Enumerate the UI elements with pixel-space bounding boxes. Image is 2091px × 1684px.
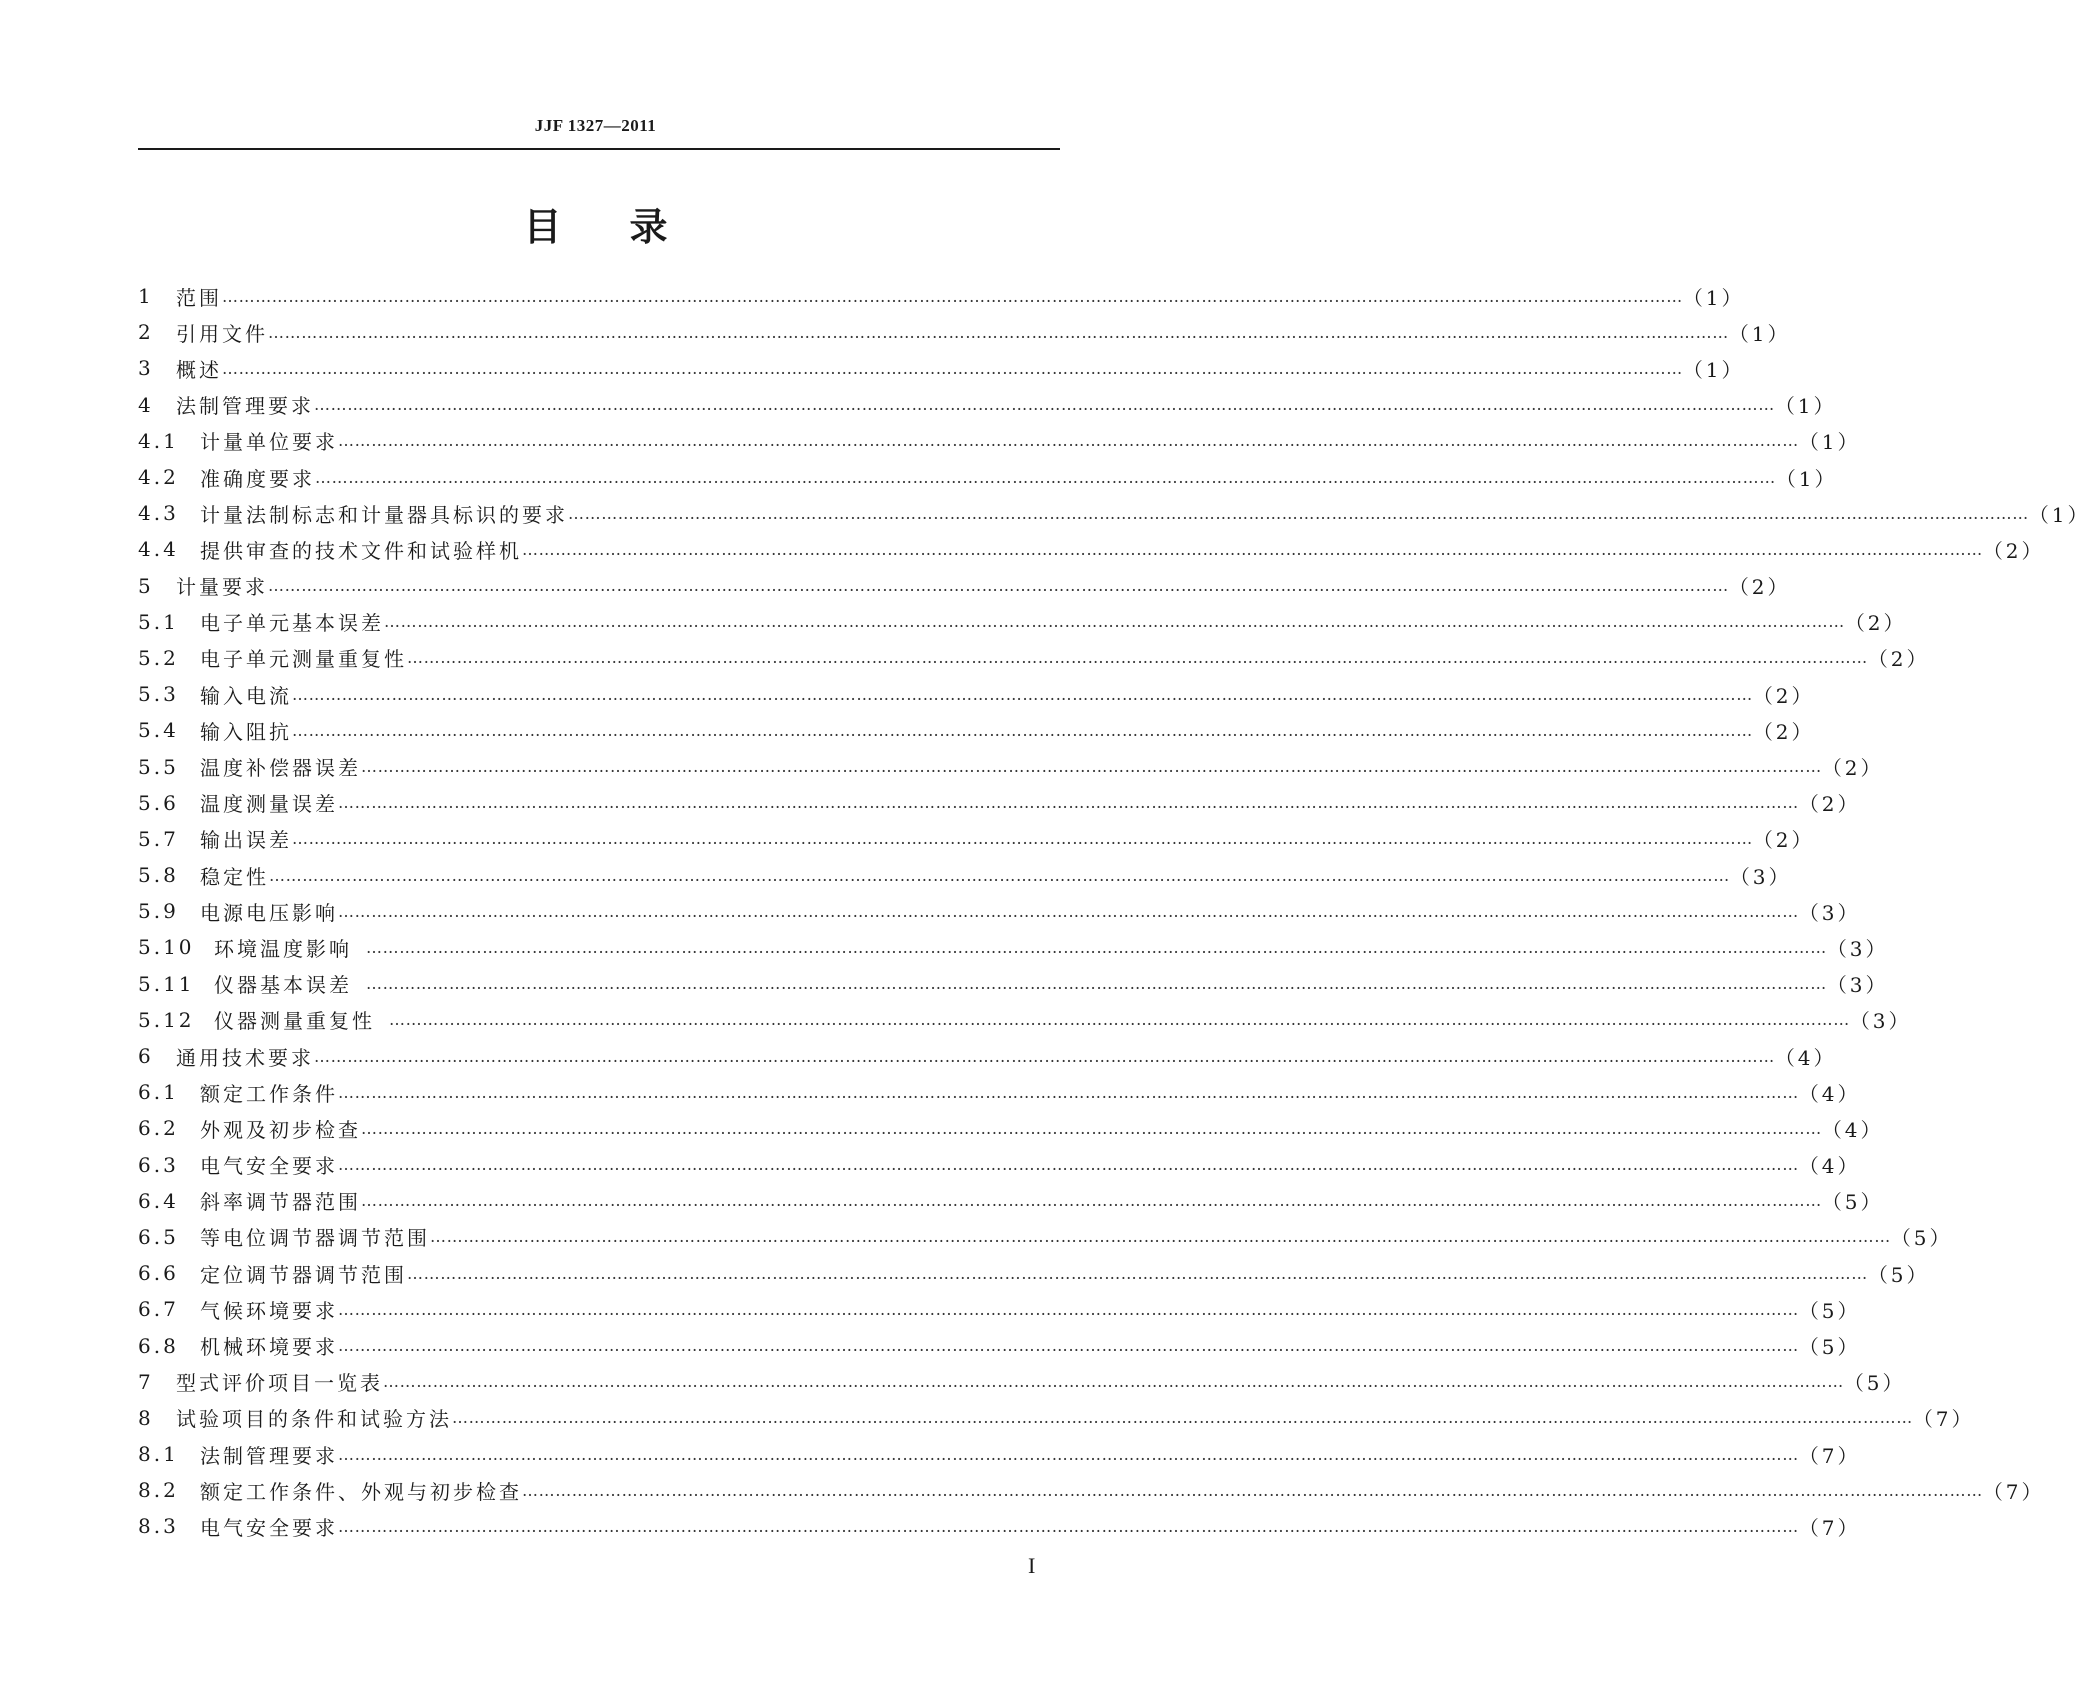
toc-dot-leader	[361, 1119, 1822, 1138]
toc-entry-title: 试验项目的条件和试验方法	[176, 1407, 452, 1432]
toc-entry[interactable]	[138, 459, 1838, 495]
toc-entry-number: 6.2	[138, 1116, 179, 1141]
toc-entry-title: 计量法制标志和计量器具标识的要求	[200, 502, 568, 527]
toc-entry[interactable]	[138, 1508, 1861, 1544]
toc-dot-leader	[292, 829, 1753, 848]
toc-entry-title: 电子单元测量重复性	[200, 647, 407, 672]
toc-dot-leader	[338, 431, 1799, 450]
toc-entry[interactable]	[138, 1291, 1861, 1327]
toc-entry[interactable]	[138, 387, 1837, 423]
toc-entry-number: 6.6	[138, 1261, 179, 1286]
toc-entry-title: 提供审查的技术文件和试验样机	[200, 538, 522, 563]
toc-entry[interactable]	[138, 1038, 1837, 1074]
toc-entry-title: 概述	[176, 357, 222, 382]
toc-entry-number: 4	[138, 392, 154, 417]
toc-entry-page: （1）	[1798, 430, 1861, 455]
toc-entry-page: （2）	[1752, 683, 1815, 708]
toc-entry-number: 5.11	[138, 971, 195, 996]
toc-entry-number: 5.10	[138, 935, 195, 960]
toc-dot-leader	[522, 1481, 1983, 1500]
toc-dot-leader	[338, 902, 1799, 921]
toc-entry-number: 6.1	[138, 1080, 179, 1105]
toc-dot-leader	[292, 685, 1753, 704]
toc-entry[interactable]	[138, 1400, 1975, 1436]
toc-dot-leader	[338, 1083, 1799, 1102]
toc-entry-number: 6.8	[138, 1333, 179, 1358]
toc-entry[interactable]	[138, 278, 1745, 314]
toc-entry-number: 6.4	[138, 1188, 179, 1213]
toc-entry[interactable]	[138, 893, 1861, 929]
toc-entry-number: 6.7	[138, 1297, 179, 1322]
header-divider	[138, 148, 1060, 150]
toc-entry-number: 5.8	[138, 863, 179, 888]
toc-entry-page: （2）	[1867, 647, 1930, 672]
toc-entry-title: 准确度要求	[200, 466, 315, 491]
toc-entry[interactable]	[138, 712, 1815, 748]
toc-entry[interactable]	[138, 1472, 2045, 1508]
toc-entry-title: 环境温度影响	[214, 936, 352, 961]
toc-entry[interactable]	[138, 423, 1861, 459]
toc-dot-leader	[338, 793, 1799, 812]
toc-entry[interactable]	[138, 314, 1791, 350]
toc-entry-page: （2）	[1844, 611, 1907, 636]
toc-entry[interactable]	[138, 929, 1889, 965]
toc-dot-leader	[338, 1300, 1799, 1319]
toc-entry-title: 计量要求	[176, 575, 268, 600]
toc-entry-title: 机械环境要求	[200, 1335, 338, 1360]
toc-entry-title: 斜率调节器范围	[200, 1190, 361, 1215]
toc-entry[interactable]	[138, 821, 1815, 857]
toc-entry-page: （2）	[1728, 575, 1791, 600]
toc-entry-page: （3）	[1798, 900, 1861, 925]
toc-dot-leader	[384, 612, 1845, 631]
toc-entry-number: 4.3	[138, 501, 179, 526]
toc-entry-page: （4）	[1798, 1081, 1861, 1106]
toc-entry-title: 输入阻抗	[200, 719, 292, 744]
toc-entry[interactable]	[138, 568, 1791, 604]
toc-entry[interactable]	[138, 966, 1889, 1002]
toc-entry-number: 4.1	[138, 428, 179, 453]
toc-entry-title: 通用技术要求	[176, 1045, 314, 1070]
toc-entry-page: （3）	[1729, 864, 1792, 889]
toc-entry-number: 5.9	[138, 899, 179, 924]
toc-entry-page: （2）	[1821, 756, 1884, 781]
toc-entry-number: 5.5	[138, 754, 179, 779]
toc-entry-page: （1）	[1775, 466, 1838, 491]
toc-dot-leader	[338, 1517, 1799, 1536]
toc-entry[interactable]	[138, 748, 1884, 784]
toc-entry-page: （3）	[1849, 1009, 1912, 1034]
toc-entry-title: 计量单位要求	[200, 430, 338, 455]
toc-entry-number: 4.2	[138, 465, 179, 490]
toc-entry-number: 6.5	[138, 1224, 179, 1249]
toc-dot-leader	[268, 323, 1729, 342]
toc-entry-number: 8.1	[138, 1442, 179, 1467]
toc-entry-number: 2	[138, 320, 154, 345]
toc-entry-title: 气候环境要求	[200, 1298, 338, 1323]
toc-entry-page: （1）	[1682, 285, 1745, 310]
toc-entry-title: 稳定性	[200, 864, 269, 889]
toc-dot-leader	[292, 721, 1753, 740]
toc-dot-leader	[568, 504, 2029, 523]
toc-entry-title: 仪器测量重复性	[214, 1009, 375, 1034]
toc-entry-number: 7	[138, 1369, 154, 1394]
toc-dot-leader	[361, 1191, 1822, 1210]
toc-entry-title: 额定工作条件、外观与初步检查	[200, 1479, 522, 1504]
toc-entry[interactable]	[138, 1074, 1861, 1110]
toc-entry-title: 电气安全要求	[200, 1515, 338, 1540]
toc-entry-page: （7）	[1798, 1443, 1861, 1468]
toc-dot-leader	[338, 1155, 1799, 1174]
toc-entry-page: （5）	[1843, 1371, 1906, 1396]
toc-dot-leader	[314, 395, 1775, 414]
toc-entry-number: 5.3	[138, 682, 179, 707]
toc-entry[interactable]	[138, 1002, 1912, 1038]
page-number: I	[1028, 1553, 1036, 1578]
toc-entry-title: 额定工作条件	[200, 1081, 338, 1106]
toc-dot-leader	[407, 648, 1868, 667]
toc-entry-number: 5.4	[138, 718, 179, 743]
toc-entry-page: （7）	[1912, 1407, 1975, 1432]
toc-entry-page: （5）	[1867, 1262, 1930, 1287]
toc-dot-leader	[407, 1264, 1868, 1283]
toc-entry-title: 温度补偿器误差	[200, 756, 361, 781]
toc-entry[interactable]	[138, 1436, 1861, 1472]
toc-entry[interactable]	[138, 1364, 1906, 1400]
toc-entry-page: （5）	[1798, 1335, 1861, 1360]
toc-entry-page: （1）	[1774, 394, 1837, 419]
toc-entry[interactable]	[138, 1327, 1861, 1363]
toc-dot-leader	[315, 468, 1776, 487]
toc-entry-number: 6	[138, 1044, 154, 1069]
toc-entry-title: 电子单元基本误差	[200, 611, 384, 636]
toc-entry[interactable]	[138, 1110, 1884, 1146]
toc-entry-page: （2）	[1982, 538, 2045, 563]
toc-dot-leader	[366, 938, 1827, 957]
toc-entry-page: （3）	[1826, 973, 1889, 998]
toc-entry-page: （4）	[1774, 1045, 1837, 1070]
toc-entry-number: 5.12	[138, 1007, 195, 1032]
toc-dot-leader	[314, 1047, 1775, 1066]
toc-entry-number: 5.2	[138, 645, 179, 670]
toc-entry[interactable]	[138, 350, 1745, 386]
toc-entry-number: 5	[138, 573, 154, 598]
toc-entry-number: 5.1	[138, 609, 179, 634]
toc-entry-title: 法制管理要求	[200, 1443, 338, 1468]
toc-entry-title: 温度测量误差	[200, 792, 338, 817]
document-code-header: JJF 1327—2011	[534, 116, 657, 135]
toc-entry[interactable]	[138, 857, 1792, 893]
toc-entry-number: 5.6	[138, 790, 179, 815]
toc-dot-leader	[222, 359, 1683, 378]
toc-entry-number: 5.7	[138, 826, 179, 851]
toc-dot-leader	[522, 540, 1983, 559]
toc-dot-leader	[222, 287, 1683, 306]
toc-entry-page: （2）	[1752, 719, 1815, 744]
toc-dot-leader	[430, 1227, 1891, 1246]
toc-entry-title: 输入电流	[200, 683, 292, 708]
toc-entry[interactable]	[138, 1219, 1953, 1255]
toc-entry-page: （5）	[1821, 1190, 1884, 1215]
toc-entry-title: 输出误差	[200, 828, 292, 853]
toc-dot-leader	[389, 1010, 1850, 1029]
toc-entry-page: （4）	[1821, 1117, 1884, 1142]
toc-entry-number: 1	[138, 284, 154, 309]
toc-dot-leader	[361, 757, 1822, 776]
toc-entry-number: 3	[138, 356, 154, 381]
toc-dot-leader	[338, 1336, 1799, 1355]
toc-entry-title: 电源电压影响	[200, 900, 338, 925]
table-of-contents	[138, 278, 2091, 1545]
toc-entry[interactable]	[138, 1255, 1930, 1291]
toc-entry-title: 法制管理要求	[176, 394, 314, 419]
toc-entry-number: 8.2	[138, 1478, 179, 1503]
toc-entry[interactable]	[138, 531, 2045, 567]
toc-entry-number: 6.3	[138, 1152, 179, 1177]
toc-entry-title: 型式评价项目一览表	[176, 1371, 383, 1396]
toc-entry-number: 8	[138, 1405, 154, 1430]
toc-entry[interactable]	[138, 676, 1815, 712]
toc-entry-title: 引用文件	[176, 321, 268, 346]
toc-entry-number: 4.4	[138, 537, 179, 562]
toc-entry-page: （7）	[1982, 1479, 2045, 1504]
toc-entry[interactable]	[138, 495, 2091, 531]
toc-entry-number: 8.3	[138, 1514, 179, 1539]
toc-dot-leader	[452, 1408, 1913, 1427]
toc-entry-title: 外观及初步检查	[200, 1117, 361, 1142]
toc-entry[interactable]	[138, 604, 1907, 640]
toc-dot-leader	[338, 1445, 1799, 1464]
toc-entry-title: 等电位调节器调节范围	[200, 1226, 430, 1251]
toc-entry[interactable]	[138, 1147, 1861, 1183]
toc-entry-page: （1）	[1682, 357, 1745, 382]
toc-dot-leader	[268, 576, 1729, 595]
toc-entry-title: 定位调节器调节范围	[200, 1262, 407, 1287]
toc-dot-leader	[366, 974, 1827, 993]
toc-entry-page: （2）	[1798, 792, 1861, 817]
toc-entry[interactable]	[138, 785, 1861, 821]
toc-dot-leader	[383, 1372, 1844, 1391]
toc-entry[interactable]	[138, 1183, 1884, 1219]
toc-dot-leader	[269, 866, 1730, 885]
toc-entry-page: （3）	[1826, 936, 1889, 961]
toc-entry-title: 范围	[176, 285, 222, 310]
toc-entry-page: （5）	[1798, 1298, 1861, 1323]
toc-entry-page: （1）	[2028, 502, 2091, 527]
toc-entry-page: （7）	[1798, 1515, 1861, 1540]
toc-entry-page: （1）	[1728, 321, 1791, 346]
toc-entry[interactable]	[138, 640, 1930, 676]
toc-entry-page: （5）	[1890, 1226, 1953, 1251]
toc-entry-title: 仪器基本误差	[214, 973, 352, 998]
toc-entry-title: 电气安全要求	[200, 1154, 338, 1179]
page-title: 目录	[523, 205, 736, 249]
toc-entry-page: （2）	[1752, 828, 1815, 853]
toc-entry-page: （4）	[1798, 1154, 1861, 1179]
